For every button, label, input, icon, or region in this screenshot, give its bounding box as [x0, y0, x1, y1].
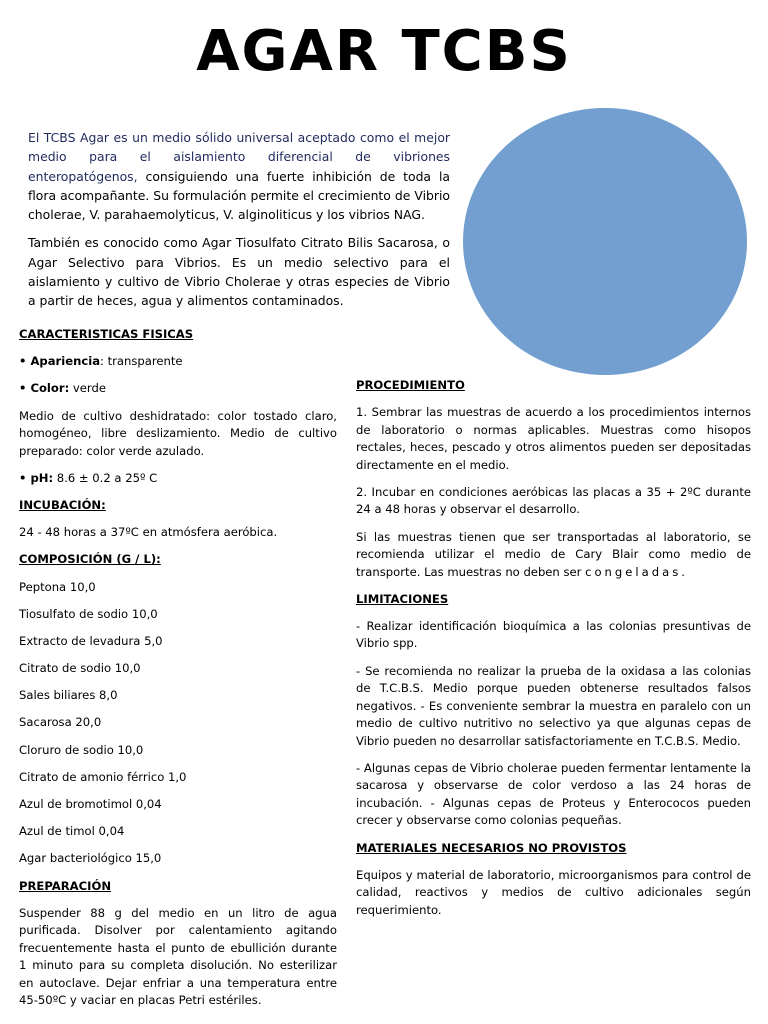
color-line — [19, 380, 337, 398]
composicion-item: Peptona 10,0 — [19, 579, 96, 594]
composicion-item: Extracto de levadura 5,0 — [19, 633, 163, 648]
intro-paragraph-1-highlight: El TCBS Agar es un medio sólido universal aceptado como el mejor medio para el aislamiento diferencial de vibriones enteropatógenos, — [28, 130, 450, 184]
ph-line — [19, 470, 337, 488]
procedimiento-step-1: 1. Sembrar las muestras de acuerdo a los procedimientos internos de laboratorio o normas aplicables. Muestras como hisopos rectales, heces, pescado y otros alimentos pueden ser depositadas directamente en el medio. — [356, 405, 751, 472]
left-column — [19, 326, 337, 1019]
apariencia-value: : transparente — [100, 354, 183, 369]
procedimiento-step-2: 2. Incubar en condiciones aeróbicas las placas a 35 + 2ºC durante 24 a 48 horas y observar el desarrollo. — [356, 484, 751, 517]
limitaciones-item-2: - Se recomienda no realizar la prueba de la oxidasa a las colonias de T.C.B.S. Medio porque pueden obtenerse resultados falsos negativos. - Es conveniente sembrar la muestra en paralelo con un medio de cultivo nutritivo no selectivo ya que algunas cepas de Vibrio pueden no desarrollar satisfactoriamente en T.C.B.S. Medio. — [356, 663, 751, 748]
preparacion-heading: PREPARACIÓN — [19, 878, 112, 893]
composicion-item: Azul de timol 0,04 — [19, 824, 125, 839]
medio-description: Medio de cultivo deshidratado: color tostado claro, homogéneo, libre deslizamiento. Medio de cultivo preparado: color verde azulado. — [19, 408, 337, 458]
composicion-item: Agar bacteriológico 15,0 — [19, 851, 162, 866]
page-title: AGAR TCBS — [196, 19, 572, 84]
intro-paragraph-2: También es conocido como Agar Tiosulfato Citrato Bilis Sacarosa, o Agar Selectivo para Vibrios. Es un medio selectivo para el aislamiento y cultivo de Vibrio Cholerae y otras especies de Vibrio a partir de heces, agua y alimentos contaminados. — [28, 235, 450, 309]
color-value: verde — [69, 381, 106, 396]
procedimiento-heading: PROCEDIMIENTO — [356, 378, 465, 392]
materiales-text: Equipos y material de laboratorio, microorganismos para control de calidad, reactivos y medios de cultivo adicionales según requerimiento. — [356, 867, 751, 917]
limitaciones-item-3: - Algunas cepas de Vibrio cholerae pueden fermentar lentamente la sacarosa y observarse de color verdoso a las 24 horas de incubación. - Algunas cepas de Proteus y Enterococos pueden crecer y observarse como colonias pequeñas. — [356, 760, 751, 828]
composicion-item: Cloruro de sodio 10,0 — [19, 742, 144, 757]
procedimiento-transport — [356, 529, 751, 582]
composicion-item: Sales biliares 8,0 — [19, 688, 118, 703]
preparacion-text: Suspender 88 g del medio en un litro de agua purificada. Disolver por calentamiento agitando frecuentemente hasta el punto de ebullición durante 1 minuto para su completa disolución. No esterilizar en autoclave. Dejar enfriar a una temperatura entre 45-50ºC y vaciar en placas Petri estériles. — [19, 905, 337, 1008]
decorative-circle — [463, 108, 747, 375]
incubacion-heading: INCUBACIÓN: — [19, 497, 106, 512]
caracteristicas-heading: CARACTERISTICAS FISICAS — [19, 327, 194, 341]
color-label: • Color: — [19, 381, 70, 396]
limitaciones-heading: LIMITACIONES — [356, 591, 449, 606]
composicion-heading: COMPOSICIÓN (G / L): — [19, 552, 161, 567]
composicion-item: Tiosulfato de sodio 10,0 — [19, 606, 158, 621]
right-column — [356, 377, 751, 929]
ph-value: 8.6 ± 0.2 a 25º C — [53, 470, 158, 485]
intro-paragraph-1 — [28, 128, 450, 224]
procedimiento-transport-text: Si las muestras tienen que ser transportadas al laboratorio, se recomienda utilizar el medio de Cary Blair como medio de transporte. Las muestras no deben ser — [356, 529, 751, 579]
composicion-item: Sacarosa 20,0 — [19, 715, 102, 730]
apariencia-label: • Apariencia — [19, 354, 101, 369]
materiales-heading: MATERIALES NECESARIOS NO PROVISTOS — [356, 840, 627, 855]
procedimiento-transport-spaced: congeladas. — [585, 564, 688, 579]
intro-paragraph-1-rest: consiguiendo una fuerte inhibición de toda la flora acompañante. Su formulación permite el crecimiento de Vibrio cholerae, V. parahaemolyticus, V. alginoliticus y los vibrios NAG. — [28, 168, 450, 223]
limitaciones-item-1: - Realizar identificación bioquímica a las colonias presuntivas de Vibrio spp. — [356, 618, 751, 651]
incubacion-text: 24 - 48 horas a 37ºC en atmósfera aeróbica. — [19, 525, 278, 540]
ph-label: • pH: — [19, 470, 54, 485]
composicion-item: Azul de bromotimol 0,04 — [19, 797, 162, 811]
apariencia-line — [19, 353, 337, 371]
intro-section — [28, 128, 450, 320]
composicion-item: Citrato de amonio férrico 1,0 — [19, 769, 187, 784]
composicion-item: Citrato de sodio 10,0 — [19, 661, 141, 676]
